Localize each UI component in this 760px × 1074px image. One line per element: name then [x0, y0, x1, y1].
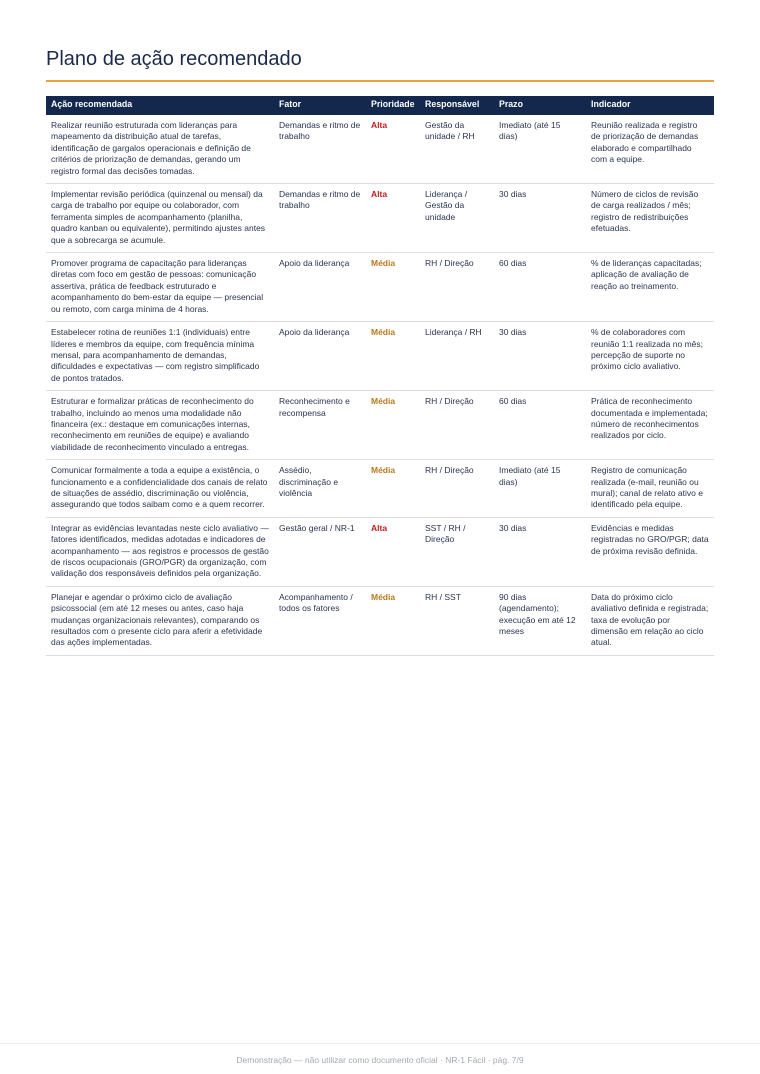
- cell-indicador: Registro de comunicação realizada (e-mail, reunião ou mural); canal de relato ativo e identificado pela equipe.: [586, 460, 714, 518]
- page-footer: Demonstração — não utilizar como documento oficial · NR-1 Fácil · pág. 7/9: [236, 1055, 524, 1065]
- cell-responsavel: RH / Direção: [420, 391, 494, 460]
- cell-prazo: 60 dias: [494, 253, 586, 322]
- header-prioridade: Prioridade: [366, 96, 420, 115]
- priority-badge: Alta: [366, 184, 420, 253]
- cell-fator: Reconhecimento e recompensa: [274, 391, 366, 460]
- cell-responsavel: RH / SST: [420, 586, 494, 655]
- cell-indicador: % de lideranças capacitadas; aplicação de avaliação de reação ao treinamento.: [586, 253, 714, 322]
- table-row: [46, 586, 714, 655]
- header-prazo: Prazo: [494, 96, 586, 115]
- title-divider: [46, 80, 714, 82]
- cell-acao: Comunicar formalmente a toda a equipe a existência, o funcionamento e a confidencialidade dos canais de relato de situações de assédio, discriminação ou violência, assegurando que todos saibam como e a quem recorrer.: [46, 460, 274, 518]
- priority-badge: Média: [366, 391, 420, 460]
- cell-responsavel: Liderança / RH: [420, 322, 494, 391]
- cell-responsavel: Liderança / Gestão da unidade: [420, 184, 494, 253]
- cell-responsavel: RH / Direção: [420, 460, 494, 518]
- cell-prazo: 30 dias: [494, 184, 586, 253]
- table-row: [46, 460, 714, 518]
- table-row: [46, 115, 714, 184]
- cell-fator: Acompanhamento / todos os fatores: [274, 586, 366, 655]
- cell-responsavel: SST / RH / Direção: [420, 517, 494, 586]
- cell-fator: Apoio da liderança: [274, 253, 366, 322]
- cell-prazo: Imediato (até 15 dias): [494, 460, 586, 518]
- cell-indicador: Evidências e medidas registradas no GRO/PGR; data de próxima revisão definida.: [586, 517, 714, 586]
- cell-prazo: 30 dias: [494, 517, 586, 586]
- cell-acao: Estruturar e formalizar práticas de reconhecimento do trabalho, incluindo ao menos uma modalidade não financeira (ex.: destaque em comunicações internas, reconhecimento em reuniões de equipe) e avaliando viabilidade de reconhecimento vinculado a entregas.: [46, 391, 274, 460]
- cell-prazo: 60 dias: [494, 391, 586, 460]
- cell-acao: Realizar reunião estruturada com lideranças para mapeamento da distribuição atual de tarefas, identificação de gargalos operacionais e definição de critérios de priorização de demandas, gerando um registro formal das decisões tomadas.: [46, 115, 274, 184]
- page-title: Plano de ação recomendado: [46, 48, 302, 70]
- action-plan-table: [46, 96, 714, 656]
- priority-badge: Alta: [366, 517, 420, 586]
- table-row: [46, 322, 714, 391]
- cell-indicador: Prática de reconhecimento documentada e implementada; número de reconhecimentos realizados por ciclo.: [586, 391, 714, 460]
- cell-acao: Estabelecer rotina de reuniões 1:1 (individuais) entre líderes e membros da equipe, com frequência mínima mensal, para acompanhamento de demandas, dificuldades e expectativas — com registro simplificado de pontos tratados.: [46, 322, 274, 391]
- cell-responsavel: Gestão da unidade / RH: [420, 115, 494, 184]
- cell-responsavel: RH / Direção: [420, 253, 494, 322]
- priority-badge: Média: [366, 460, 420, 518]
- cell-fator: Demandas e ritmo de trabalho: [274, 115, 366, 184]
- cell-fator: Gestão geral / NR-1: [274, 517, 366, 586]
- header-indicador: Indicador: [586, 96, 714, 115]
- header-fator: Fator: [274, 96, 366, 115]
- priority-badge: Alta: [366, 115, 420, 184]
- table-row: [46, 253, 714, 322]
- cell-acao: Promover programa de capacitação para lideranças diretas com foco em gestão de pessoas: comunicação assertiva, prática de feedback estruturado e acompanhamento do bem-estar da equipe — presencial ou remoto, com carga mínima de 4 horas.: [46, 253, 274, 322]
- table-row: [46, 391, 714, 460]
- cell-prazo: 30 dias: [494, 322, 586, 391]
- header-acao: Ação recomendada: [46, 96, 274, 115]
- footer-divider: [0, 1043, 760, 1044]
- cell-indicador: Reunião realizada e registro de priorização de demandas elaborado e compartilhado com a equipe.: [586, 115, 714, 184]
- cell-fator: Assédio, discriminação e violência: [274, 460, 366, 518]
- cell-prazo: Imediato (até 15 dias): [494, 115, 586, 184]
- cell-indicador: Data do próximo ciclo avaliativo definida e registrada; taxa de evolução por dimensão em relação ao ciclo atual.: [586, 586, 714, 655]
- header-responsavel: Responsável: [420, 96, 494, 115]
- cell-prazo: 90 dias (agendamento); execução em até 12 meses: [494, 586, 586, 655]
- priority-badge: Média: [366, 253, 420, 322]
- table-header-row: [46, 96, 714, 115]
- priority-badge: Média: [366, 586, 420, 655]
- table-row: [46, 517, 714, 586]
- cell-acao: Integrar as evidências levantadas neste ciclo avaliativo — fatores identificados, medidas adotadas e indicadores de acompanhamento — aos registros e processos de gestão de riscos ocupacionais (GRO/PGR) da organização, com validação dos responsáveis definidos pela organização.: [46, 517, 274, 586]
- cell-acao: Planejar e agendar o próximo ciclo de avaliação psicossocial (em até 12 meses ou antes, caso haja mudanças organizacionais relevantes), comparando os resultados com o presente ciclo para aferir a efetividade das ações implementadas.: [46, 586, 274, 655]
- cell-acao: Implementar revisão periódica (quinzenal ou mensal) da carga de trabalho por equipe ou colaborador, com ferramenta simples de acompanhamento (planilha, quadro kanban ou equivalente), permitindo ajustes antes que a sobrecarga se acumule.: [46, 184, 274, 253]
- cell-indicador: % de colaboradores com reunião 1:1 realizada no mês; percepção de suporte no próximo ciclo avaliativo.: [586, 322, 714, 391]
- table-row: [46, 184, 714, 253]
- cell-indicador: Número de ciclos de revisão de carga realizados / mês; registro de redistribuições efetuadas.: [586, 184, 714, 253]
- priority-badge: Média: [366, 322, 420, 391]
- cell-fator: Demandas e ritmo de trabalho: [274, 184, 366, 253]
- cell-fator: Apoio da liderança: [274, 322, 366, 391]
